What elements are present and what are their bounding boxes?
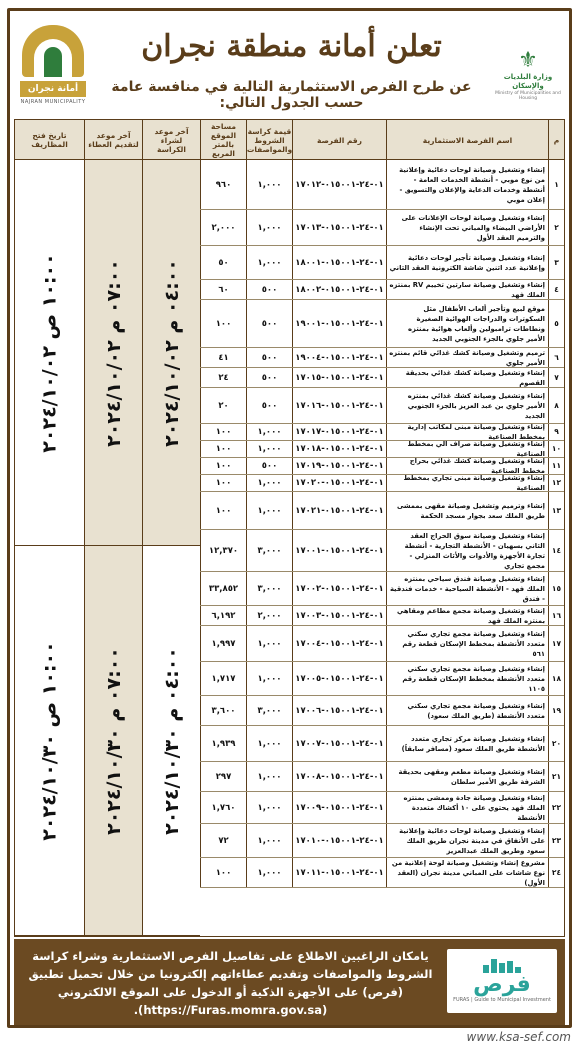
- page-subtitle: عن طرح الفرص الاستثمارية التالية في منافسة عامة حسب الجدول التالي:: [111, 79, 472, 111]
- table-row: [200, 280, 564, 300]
- cell-no: ٦: [548, 348, 564, 367]
- cell-desc: إنشاء وترميم وتشغيل وصيانة مقهى بممشى طريق الملك سعد بجوار مسجد الحكمة: [386, 492, 548, 529]
- table-header: [15, 120, 564, 160]
- cell-area: ١,٧٦٠: [200, 792, 246, 823]
- date-text: ١٠:٠٠ ص ٢٠٢٤/١٠/٣٠: [38, 640, 61, 841]
- logo-subtext: NAJRAN MUNICIPALITY: [20, 99, 86, 105]
- opportunities-table: [14, 119, 565, 937]
- cell-area: ١٠٠: [200, 475, 246, 491]
- ministry-name-en: Ministry of Municipalities and Housing: [495, 91, 561, 101]
- cell-desc: إنشاء وتشغيل وصيانة لوحات دعائية وإعلانية على الأنفاق في مدينة نجران طريق الملك سعود وطريق الملك عبدالعزيز: [386, 824, 548, 857]
- cell-code: ٠١-٢٤-٠١٥٠٠١-١٧٠٢٠: [292, 475, 386, 491]
- cell-code: ٠١-٢٤-٠١٥٠٠١-١٧٠١٧: [292, 424, 386, 440]
- header: [10, 11, 569, 119]
- cell-code: ٠١-٢٤-٠١٥٠٠١-١٨٠٠٢: [292, 280, 386, 299]
- cell-code: ٠١-٢٤-٠١٥٠٠١-١٧٠١٥: [292, 368, 386, 387]
- col-desc: اسم الفرصة الاستثمارية: [386, 120, 548, 160]
- group2-submit-date: [84, 546, 142, 936]
- cell-price: ١,٠٠٠: [246, 160, 292, 209]
- cell-no: ٢: [548, 210, 564, 245]
- furas-sub: FURAS | Guide to Municipal Investment: [453, 997, 551, 1003]
- cell-code: ٠١-٢٤-٠١٥٠٠١-١٧٠٠١: [292, 530, 386, 571]
- cell-desc: إنشاء وتشغيل وصيانة مطعم ومقهى بحديقة الشرفة طريق الأمير سلطان: [386, 762, 548, 791]
- cell-no: ٧: [548, 368, 564, 387]
- page-title: تعلن أمانة منطقة نجران: [141, 29, 442, 64]
- cell-code: ٠١-٢٤-٠١٥٠٠١-١٧٠٠٣: [292, 606, 386, 625]
- table-row: [200, 530, 564, 572]
- skyline-icon: [483, 959, 521, 973]
- table-row: [200, 762, 564, 792]
- cell-desc: موقع لبيع وتأجير ألعاب الأطفال مثل السكوترات والدراجات الهوائية الصغيرة ونطاطات ترامبولين وألعاب هوائية بمنتزه الأمير جلوي بالجزء الجنوبي الجديد: [386, 300, 548, 347]
- table-row: [200, 441, 564, 458]
- cell-no: ٩: [548, 424, 564, 440]
- cell-code: ٠١-٢٤-٠١٥٠٠١-١٧٠١٩: [292, 458, 386, 474]
- cell-desc: إنشاء وتشغيل وصيانة تأجير لوحات دعائية وإعلانية عدد اثنين شاشة الكترونية العقد الثاني: [386, 246, 548, 279]
- cell-code: ٠١-٢٤-٠١٥٠٠١-١٧٠١٨: [292, 441, 386, 457]
- cell-code: ٠١-٢٤-٠١٥٠٠١-١٩٠٠١: [292, 300, 386, 347]
- table-row: [200, 824, 564, 858]
- cell-area: ٢٠: [200, 388, 246, 423]
- cell-code: ٠١-٢٤-٠١٥٠٠١-١٧٠٠٧: [292, 726, 386, 761]
- cell-area: ١٠٠: [200, 492, 246, 529]
- cell-no: ١٧: [548, 626, 564, 661]
- group1-submit-date: [84, 160, 142, 546]
- logo-text: أمانة نجران: [20, 81, 86, 97]
- table-row: [200, 458, 564, 475]
- najran-municipality-logo: [18, 25, 88, 113]
- table-row: [200, 348, 564, 368]
- cell-price: ١,٠٠٠: [246, 726, 292, 761]
- table-row: [200, 388, 564, 424]
- cell-no: ١١: [548, 458, 564, 474]
- date-text: ٠٤:٠٠ م ٢٠٢٤/١٠/٠٢: [160, 258, 183, 447]
- cell-desc: إنشاء وتشغيل وصيانة مجمع مطاعم ومقاهي بمنتزه الملك فهد: [386, 606, 548, 625]
- cell-area: ١٠٠: [200, 441, 246, 457]
- table-row: [200, 726, 564, 762]
- cell-desc: إنشاء وتشغيل وصيانة مجمع تجاري سكني متعدد الأنشطة (طريق الملك سعود): [386, 696, 548, 725]
- table-row: [200, 792, 564, 824]
- cell-price: ٥٠٠: [246, 368, 292, 387]
- cell-no: ٥: [548, 300, 564, 347]
- cell-price: ٥٠٠: [246, 280, 292, 299]
- cell-area: ٣٣,٨٥٢: [200, 572, 246, 605]
- cell-price: ١,٠٠٠: [246, 626, 292, 661]
- cell-area: ٧٢: [200, 824, 246, 857]
- group2-open-date: [15, 546, 84, 936]
- cell-desc: إنشاء وتشغيل وصيانة مبنى تجاري بمخطط الصناعية: [386, 475, 548, 491]
- arch-icon: [22, 25, 84, 77]
- cell-desc: إنشاء وتشغيل وصيانة لوحات الإعلانات على الأراضي البيضاء والمباني تحت الإنشاء والترميم العقد الأول: [386, 210, 548, 245]
- cell-desc: مشروع إنشاء وتشغيل وصيانة لوحة إعلانية من نوع شاشات على المباني مدينة نجران (العقد الأول): [386, 858, 548, 887]
- furas-logo: [447, 949, 557, 1013]
- date-text: ٠٧:٠٠ م ٢٠٢٤/١٠/٠٢: [102, 258, 125, 447]
- cell-price: ٣,٠٠٠: [246, 572, 292, 605]
- cell-price: ١,٠٠٠: [246, 858, 292, 887]
- cell-area: ١٠٠: [200, 458, 246, 474]
- cell-desc: إنشاء وتشغيل وصيانة مبنى لمكاتب إدارية بمخطط الصناعية: [386, 424, 548, 440]
- cell-area: ٥٠: [200, 246, 246, 279]
- cell-no: ١٥: [548, 572, 564, 605]
- cell-price: ١,٠٠٠: [246, 210, 292, 245]
- cell-no: ١٤: [548, 530, 564, 571]
- cell-desc: إنشاء وتشغيل وصيانة سارتين تخييم RV بمنتزه الملك فهد: [386, 280, 548, 299]
- cell-code: ٠١-٢٤-٠١٥٠٠١-١٧٠٠٥: [292, 662, 386, 695]
- table-row: [200, 368, 564, 388]
- cell-desc: إنشاء وتشغيل وصيانة مركز تجاري متعدد الأنشطة طريق الملك سعود (مسافر سابقاً): [386, 726, 548, 761]
- cell-area: ٦,١٩٢: [200, 606, 246, 625]
- col-price: قيمة كراسة الشروط والمواصفات: [246, 120, 292, 160]
- col-submit: آخر موعد لتقديم العطاء: [84, 120, 142, 160]
- group1-buy-date: [142, 160, 200, 546]
- cell-desc: إنشاء وتشغيل وصيانة فندق سياحي بمنتزه الملك فهد - الأنشطة السياحية - خدمات فندقية - فندق: [386, 572, 548, 605]
- cell-price: ١,٠٠٠: [246, 824, 292, 857]
- table-row: [200, 424, 564, 441]
- cell-desc: إنشاء وتشغيل وصيانة سوق الحراج العقد الثاني بسهيان - الأنشطة التجارية - أنشطة تجارة الأجهزة والأدوات والأثاث المنزلي - مجمع تجاري: [386, 530, 548, 571]
- cell-price: ١,٠٠٠: [246, 424, 292, 440]
- cell-code: ٠١-٢٤-٠١٥٠٠١-١٧٠٠٢: [292, 572, 386, 605]
- cell-no: ٢٤: [548, 858, 564, 887]
- table-row: [200, 246, 564, 280]
- cell-no: ١٩: [548, 696, 564, 725]
- cell-price: ٣,٠٠٠: [246, 696, 292, 725]
- ministry-logo: [495, 49, 561, 109]
- cell-desc: إنشاء وتشغيل وصيانة كشك غذائي بحراج مخطط الصناعية: [386, 458, 548, 474]
- table-row: [200, 160, 564, 210]
- cell-area: ٢,٠٠٠: [200, 210, 246, 245]
- cell-price: ١,٠٠٠: [246, 762, 292, 791]
- date-text: ١٠:٠٠ ص ٢٠٢٤/١٠/٠٢: [38, 252, 61, 453]
- table-row: [200, 475, 564, 492]
- cell-code: ٠١-٢٤-٠١٥٠٠١-١٧٠١٣: [292, 210, 386, 245]
- cell-desc: إنشاء وتشغيل وصيانة كشك غذائي بحديقة القصوم: [386, 368, 548, 387]
- cell-no: ١٦: [548, 606, 564, 625]
- cell-no: ١٨: [548, 662, 564, 695]
- group2-buy-date: [142, 546, 200, 936]
- footer-text: يامكان الراغبين الاطلاع على تفاصيل الفرص الاستثمارية وشراء كراسة الشروط والمواصفات وتقديم عطاءاتهم إلكترونيا من خلال تحميل تطبيق (فرص) على الأجهزة الذكية أو الدخول على الموقع الالكتروني (https://Furas.momra.gov.sa).: [28, 949, 433, 1017]
- cell-price: ٥٠٠: [246, 300, 292, 347]
- cell-area: ٦٠: [200, 280, 246, 299]
- col-no: م: [548, 120, 564, 160]
- cell-desc: ترميم وتشغيل وصيانة كشك غذائي قائم بمنتزه الأمير جلوي: [386, 348, 548, 367]
- cell-price: ١,٠٠٠: [246, 792, 292, 823]
- cell-price: ٥٠٠: [246, 348, 292, 367]
- cell-no: ١: [548, 160, 564, 209]
- cell-desc: إنشاء وتشغيل وصيانة كشك غذائي بمنتزه الأمير جلوي بن عبد العزيز بالجزء الجنوبي الجديد: [386, 388, 548, 423]
- cell-code: ٠١-٢٤-٠١٥٠٠١-١٧٠١١: [292, 858, 386, 887]
- table-row: [200, 210, 564, 246]
- group1-open-date: [15, 160, 84, 546]
- cell-desc: إنشاء وتشغيل وصيانة مجمع تجاري سكني متعدد الأنشطة بمخطط الإسكان قطعة رقم ٥٦١: [386, 626, 548, 661]
- cell-area: ١٠٠: [200, 300, 246, 347]
- watermark-link[interactable]: www.ksa-sef.com: [466, 1030, 571, 1044]
- cell-code: ٠١-٢٤-٠١٥٠٠١-١٧٠٠٦: [292, 696, 386, 725]
- col-code: رقم الفرصة: [292, 120, 386, 160]
- cell-price: ٥٠٠: [246, 388, 292, 423]
- table-row: [200, 662, 564, 696]
- footer-banner: [14, 939, 565, 1025]
- cell-code: ٠١-٢٤-٠١٥٠٠١-١٧٠٠٩: [292, 792, 386, 823]
- col-buy: آخر موعد لشراء الكراسة: [142, 120, 200, 160]
- cell-code: ٠١-٢٤-٠١٥٠٠١-١٧٠٠٨: [292, 762, 386, 791]
- cell-no: ٣: [548, 246, 564, 279]
- cell-no: ٢٣: [548, 824, 564, 857]
- table-row: [200, 300, 564, 348]
- date-text: ٠٧:٠٠ م ٢٠٢٤/١٠/٣٠: [102, 646, 125, 835]
- cell-price: ٣,٠٠٠: [246, 530, 292, 571]
- cell-no: ٢١: [548, 762, 564, 791]
- cell-area: ١,٩٩٧: [200, 626, 246, 661]
- palm-swords-icon: ⚜: [518, 48, 538, 73]
- cell-price: ٢,٠٠٠: [246, 606, 292, 625]
- cell-no: ١٠: [548, 441, 564, 457]
- cell-price: ١,٠٠٠: [246, 475, 292, 491]
- cell-area: ٩٦٠: [200, 160, 246, 209]
- cell-area: ١,٩٣٩: [200, 726, 246, 761]
- cell-no: ١٣: [548, 492, 564, 529]
- cell-code: ٠١-٢٤-٠١٥٠٠١-١٩٠٠٤: [292, 348, 386, 367]
- date-text: ٠٤:٠٠ م ٢٠٢٤/١٠/٣٠: [160, 646, 183, 835]
- cell-desc: إنشاء وتشغيل وصيانة مجمع تجاري سكني متعدد الأنشطة بمخطط الإسكان قطعة رقم ١١٠٥: [386, 662, 548, 695]
- cell-desc: إنشاء وتشغيل وصيانة جادة وممشى بمنتزه الملك فهد يحتوي على ١٠ أكشاك متعددة الأنشطة: [386, 792, 548, 823]
- ministry-name: وزارة البلديات والإسكان: [503, 73, 553, 90]
- cell-code: ٠١-٢٤-٠١٥٠٠١-١٧٠٠٤: [292, 626, 386, 661]
- table-row: [200, 606, 564, 626]
- cell-code: ٠١-٢٤-٠١٥٠٠١-١٨٠٠١: [292, 246, 386, 279]
- cell-area: ٢٩٧: [200, 762, 246, 791]
- cell-no: ٨: [548, 388, 564, 423]
- cell-area: ١,٧١٧: [200, 662, 246, 695]
- table-row: [200, 572, 564, 606]
- cell-code: ٠١-٢٤-٠١٥٠٠١-١٧٠١٢: [292, 160, 386, 209]
- cell-price: ١,٠٠٠: [246, 441, 292, 457]
- cell-area: ٢٤: [200, 368, 246, 387]
- cell-desc: إنشاء وتشغيل وصيانة صراف آلي بمخطط الصناعية: [386, 441, 548, 457]
- col-open: تاريخ فتح المظاريف: [31, 131, 68, 149]
- cell-no: ٢٠: [548, 726, 564, 761]
- cell-price: ١,٠٠٠: [246, 246, 292, 279]
- cell-area: ٤١: [200, 348, 246, 367]
- table-row: [200, 696, 564, 726]
- cell-desc: إنشاء وتشغيل وصيانة لوحات دعائية وإعلانية من نوع موبي - أنشطة الخدمات العامة - أنشطة وخدمات الدعاية والإعلان والتسويق - إعلان موبي: [386, 160, 548, 209]
- cell-no: ٢٢: [548, 792, 564, 823]
- table-row: [200, 492, 564, 530]
- cell-area: ٣,٦٠٠: [200, 696, 246, 725]
- cell-code: ٠١-٢٤-٠١٥٠٠١-١٧٠٢١: [292, 492, 386, 529]
- cell-code: ٠١-٢٤-٠١٥٠٠١-١٧٠١٠: [292, 824, 386, 857]
- cell-price: ١,٠٠٠: [246, 492, 292, 529]
- cell-area: ١٠٠: [200, 424, 246, 440]
- cell-no: ٤: [548, 280, 564, 299]
- col-area: مساحة الموقع بالمتر المربع: [200, 120, 246, 160]
- furas-name: فرص: [473, 972, 531, 997]
- cell-no: ١٢: [548, 475, 564, 491]
- announcement-sheet: [7, 8, 572, 1028]
- table-row: [200, 858, 564, 888]
- cell-price: ٥٠٠: [246, 458, 292, 474]
- cell-area: ١٠٠: [200, 858, 246, 887]
- cell-area: ١٢,٣٧٠: [200, 530, 246, 571]
- cell-price: ١,٠٠٠: [246, 662, 292, 695]
- cell-code: ٠١-٢٤-٠١٥٠٠١-١٧٠١٦: [292, 388, 386, 423]
- table-row: [200, 626, 564, 662]
